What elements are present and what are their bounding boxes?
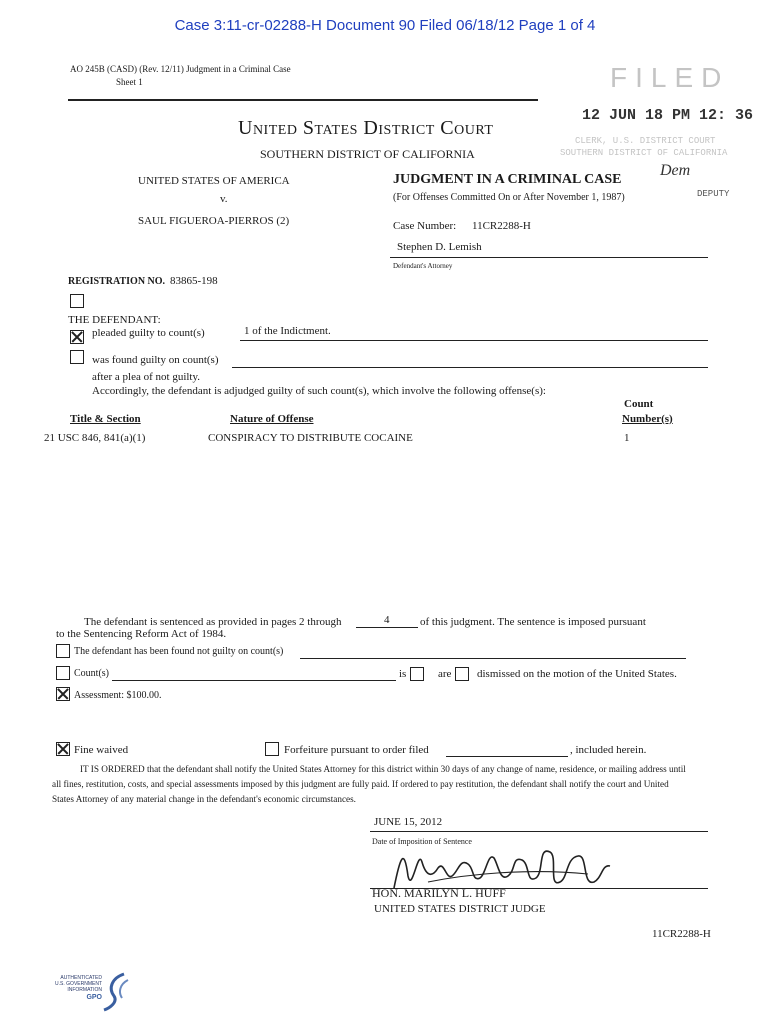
not-guilty-checkbox[interactable] (56, 644, 70, 658)
is-checkbox[interactable] (410, 667, 424, 681)
form-id: AO 245B (CASD) (Rev. 12/11) Judgment in a Criminal Case (70, 64, 291, 74)
not-guilty-label: The defendant has been found not guilty on count(s) (74, 646, 284, 657)
registration-label: REGISTRATION NO. (68, 276, 166, 287)
defendant-heading: THE DEFENDANT: (68, 314, 161, 326)
registration-number: 83865-198 (170, 275, 218, 287)
offense-count: 1 (624, 432, 630, 444)
gpo-line-4: GPO (86, 994, 102, 1001)
case-header: Case 3:11-cr-02288-H Document 90 Filed 06/18/12 Page 1 of 4 (174, 17, 596, 34)
pleaded-line (240, 340, 708, 341)
fine-waived-checkbox[interactable] (56, 742, 70, 756)
after-plea: after a plea of not guilty. (92, 371, 201, 383)
attorney-line (390, 257, 708, 258)
col-title-section: Title & Section (70, 413, 141, 425)
counts-label: Count(s) (74, 668, 109, 679)
sentence-pages: 4 (384, 614, 390, 626)
gpo-line-1: AUTHENTICATED (60, 975, 102, 981)
gpo-line-3: INFORMATION (67, 987, 102, 993)
attorney-label: Defendant's Attorney (393, 262, 453, 270)
unlabeled-checkbox[interactable] (70, 294, 84, 308)
defense-attorney: Stephen D. Lemish (397, 241, 482, 253)
footer-case-number: 11CR2288-H (652, 928, 711, 940)
judge-name: HON. MARILYN L. HUFF (372, 886, 506, 900)
are-checkbox[interactable] (455, 667, 469, 681)
imposition-label: Date of Imposition of Sentence (372, 837, 472, 846)
plaintiff: UNITED STATES OF AMERICA (138, 175, 290, 187)
found-guilty-line (232, 367, 708, 368)
imposition-line (370, 831, 708, 832)
found-guilty-label: was found guilty on count(s) (92, 354, 219, 366)
assessment-checkbox[interactable] (56, 687, 70, 701)
stamp-deputy: DEPUTY (697, 189, 730, 199)
filed-stamp: FILED (610, 62, 730, 93)
sentence-line1-b: of this judgment. The sentence is imposed pursuant (420, 616, 646, 628)
forfeiture-checkbox[interactable] (265, 742, 279, 756)
stamp-date: 12 JUN 18 PM 12: 36 (582, 107, 754, 124)
form-sheet: Sheet 1 (116, 77, 143, 87)
court-name: United States District Court (238, 117, 494, 139)
judgment-subtitle: (For Offenses Committed On or After November 1, 1987) (393, 192, 625, 203)
fine-waived-label: Fine waived (74, 744, 129, 756)
gpo-eagle-icon (100, 970, 134, 1014)
gpo-line-2: U.S. GOVERNMENT (55, 981, 102, 987)
col-count-2: Number(s) (622, 413, 673, 425)
case-number: 11CR2288-H (472, 220, 531, 232)
forfeiture-line (446, 756, 568, 757)
are-label: are (438, 668, 452, 680)
case-number-label: Case Number: (393, 220, 457, 232)
pleaded-guilty-value: 1 of the Indictment. (244, 325, 331, 337)
court-district: SOUTHERN DISTRICT OF CALIFORNIA (260, 147, 475, 161)
defendant-name: SAUL FIGUEROA-PIERROS (2) (138, 215, 290, 227)
sentence-line1-a: The defendant is sentenced as provided in pages 2 through (84, 616, 342, 628)
header-rule (68, 99, 538, 101)
order-text: IT IS ORDERED that the defendant shall notify the United States Attorney for this district within 30 days of any change of name, residence, or mailing address until all fines, restitution, costs, and special assessments imposed by this judgment are fully paid. If ordered to pay restitution, the defendant shall notify the court and United States Attorney of any material change in the defendant's economic circumstances. (52, 764, 686, 804)
not-guilty-line (300, 658, 686, 659)
counts-checkbox[interactable] (56, 666, 70, 680)
counts-line (112, 680, 396, 681)
stamp-district: SOUTHERN DISTRICT OF CALIFORNIA (560, 148, 728, 158)
judgment-title: JUDGMENT IN A CRIMINAL CASE (393, 172, 622, 187)
pleaded-guilty-label: pleaded guilty to count(s) (92, 327, 205, 339)
col-count-1: Count (624, 398, 654, 410)
accordingly-text: Accordingly, the defendant is adjudged guilty of such count(s), which involve the following offense(s): (92, 385, 546, 397)
dismissed-text: dismissed on the motion of the United States. (477, 668, 677, 680)
stamp-clerk: CLERK, U.S. DISTRICT COURT (575, 136, 716, 146)
gpo-text (24, 975, 102, 1002)
pleaded-guilty-checkbox[interactable] (70, 330, 84, 344)
col-nature: Nature of Offense (230, 413, 314, 425)
imposition-date: JUNE 15, 2012 (374, 816, 443, 828)
forfeiture-label: Forfeiture pursuant to order filed (284, 744, 429, 756)
offense-title: 21 USC 846, 841(a)(1) (44, 432, 146, 444)
sentence-line2: to the Sentencing Reform Act of 1984. (56, 628, 227, 640)
assessment-text: Assessment: $100.00. (74, 690, 162, 701)
versus: v. (220, 193, 228, 205)
judge-title: UNITED STATES DISTRICT JUDGE (374, 903, 546, 915)
pages-line (356, 627, 418, 628)
is-label: is (399, 668, 407, 680)
stamp-initials: Dem (660, 162, 691, 179)
found-guilty-checkbox[interactable] (70, 350, 84, 364)
offense-nature: CONSPIRACY TO DISTRIBUTE COCAINE (208, 432, 413, 444)
included-text: , included herein. (570, 744, 647, 756)
